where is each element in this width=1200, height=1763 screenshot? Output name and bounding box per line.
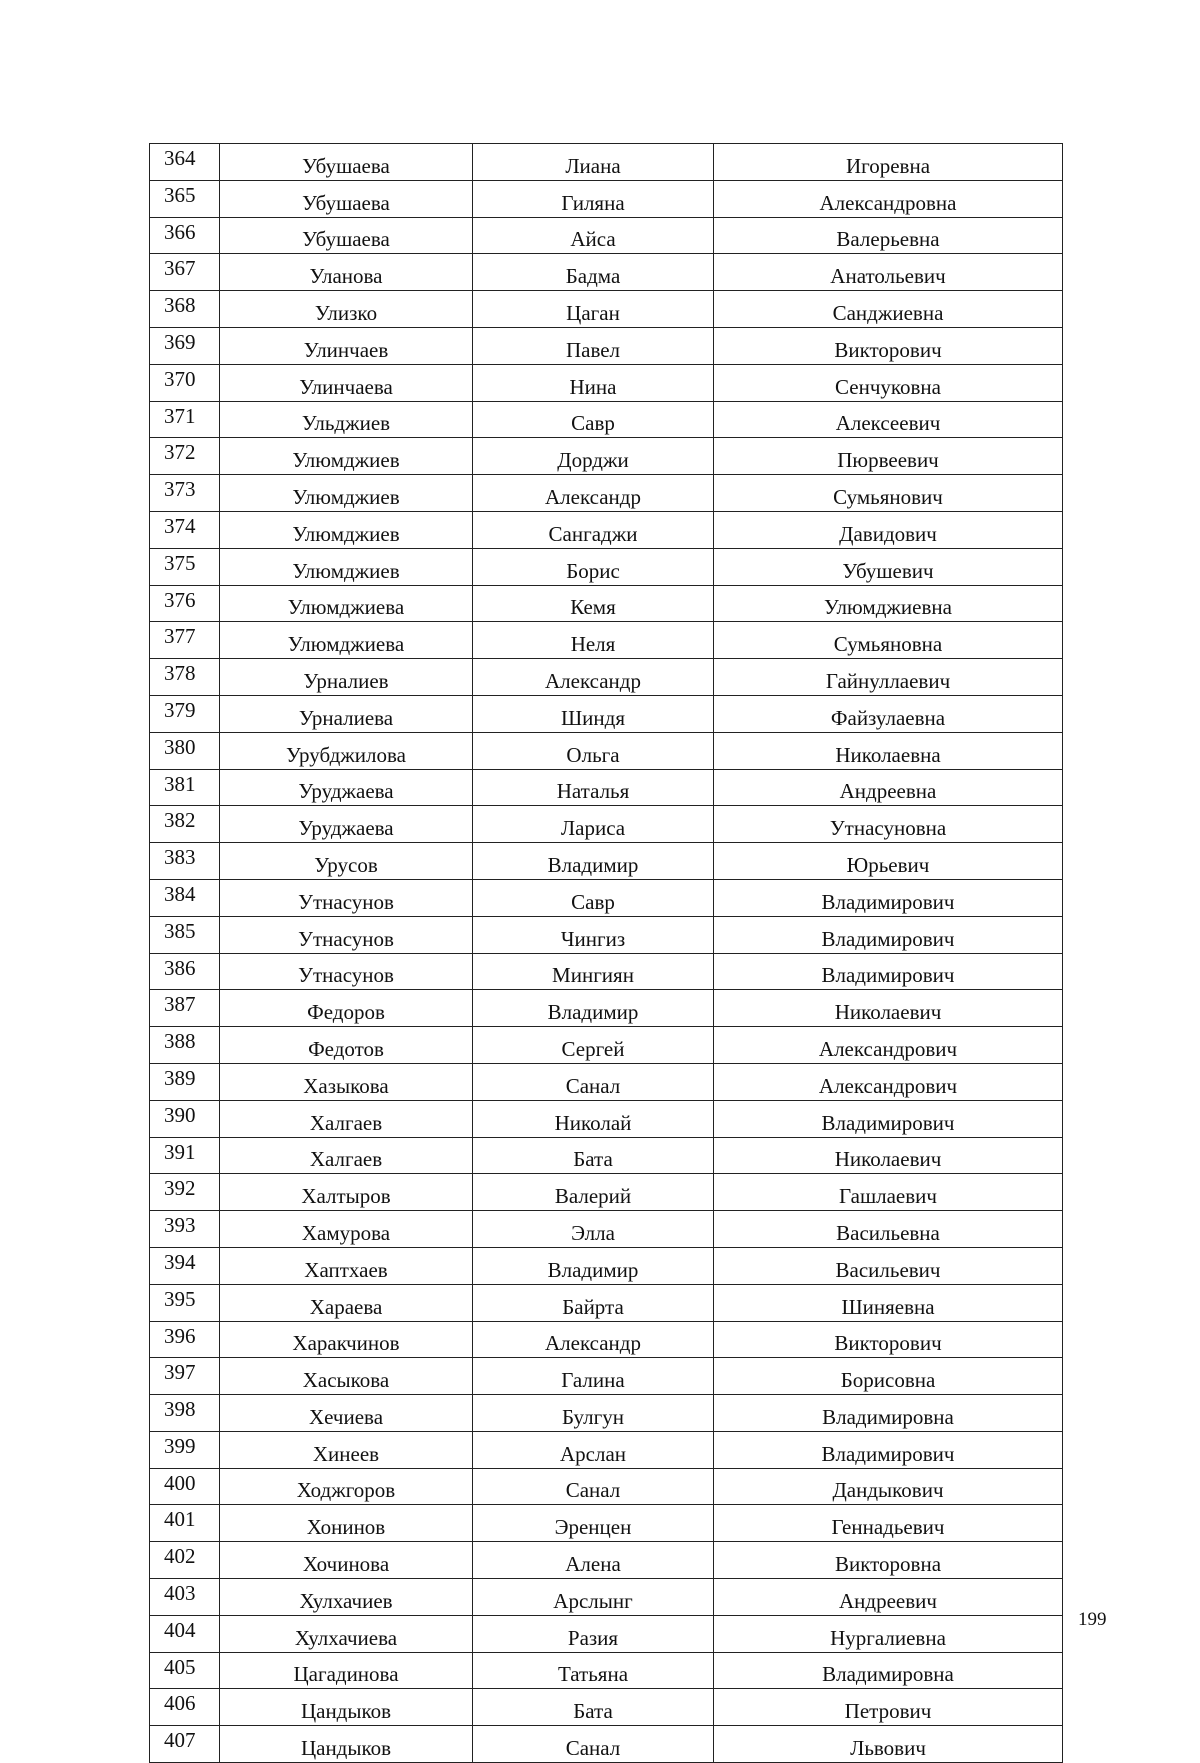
- first-name-cell: Арслан: [473, 1431, 714, 1468]
- table-row: [150, 1247, 1063, 1284]
- first-name-cell: Айса: [473, 217, 714, 254]
- table-row: [150, 1063, 1063, 1100]
- patronymic-cell: Пюрвеевич: [714, 438, 1063, 475]
- first-name-cell: Бата: [473, 1689, 714, 1726]
- last-name-cell: Урубджилова: [220, 732, 473, 769]
- last-name-cell: Халтыров: [220, 1174, 473, 1211]
- last-name-cell: Халгаев: [220, 1100, 473, 1137]
- row-number-cell: 391: [150, 1137, 220, 1174]
- table-row: [150, 1652, 1063, 1689]
- table-row: [150, 1174, 1063, 1211]
- row-number-cell: 382: [150, 806, 220, 843]
- row-number-cell: 396: [150, 1321, 220, 1358]
- first-name-cell: Владимир: [473, 990, 714, 1027]
- last-name-cell: Хонинов: [220, 1505, 473, 1542]
- row-number-cell: 402: [150, 1542, 220, 1579]
- last-name-cell: Улюмджиев: [220, 438, 473, 475]
- last-name-cell: Хинеев: [220, 1431, 473, 1468]
- first-name-cell: Валерий: [473, 1174, 714, 1211]
- row-number-cell: 404: [150, 1615, 220, 1652]
- patronymic-cell: Утнасуновна: [714, 806, 1063, 843]
- first-name-cell: Лариса: [473, 806, 714, 843]
- row-number-cell: 406: [150, 1689, 220, 1726]
- table-row: [150, 732, 1063, 769]
- table-row: [150, 806, 1063, 843]
- patronymic-cell: Убушевич: [714, 548, 1063, 585]
- patronymic-cell: Васильевна: [714, 1211, 1063, 1248]
- last-name-cell: Улизко: [220, 291, 473, 328]
- row-number-cell: 387: [150, 990, 220, 1027]
- patronymic-cell: Александровна: [714, 180, 1063, 217]
- last-name-cell: Хечиева: [220, 1395, 473, 1432]
- row-number-cell: 378: [150, 659, 220, 696]
- first-name-cell: Дорджи: [473, 438, 714, 475]
- patronymic-cell: Сенчуковна: [714, 364, 1063, 401]
- row-number-cell: 383: [150, 843, 220, 880]
- last-name-cell: Убушаева: [220, 180, 473, 217]
- last-name-cell: Харакчинов: [220, 1321, 473, 1358]
- patronymic-cell: Николаевич: [714, 1137, 1063, 1174]
- patronymic-cell: Александрович: [714, 1027, 1063, 1064]
- row-number-cell: 395: [150, 1284, 220, 1321]
- last-name-cell: Хулхачиев: [220, 1579, 473, 1616]
- row-number-cell: 390: [150, 1100, 220, 1137]
- patronymic-cell: Александрович: [714, 1063, 1063, 1100]
- last-name-cell: Хасыкова: [220, 1358, 473, 1395]
- table-row: [150, 548, 1063, 585]
- patronymic-cell: Геннадьевич: [714, 1505, 1063, 1542]
- first-name-cell: Арслынг: [473, 1579, 714, 1616]
- row-number-cell: 374: [150, 511, 220, 548]
- row-number-cell: 386: [150, 953, 220, 990]
- first-name-cell: Цаган: [473, 291, 714, 328]
- row-number-cell: 393: [150, 1211, 220, 1248]
- patronymic-cell: Сумьяновна: [714, 622, 1063, 659]
- table-row: [150, 1542, 1063, 1579]
- patronymic-cell: Улюмджиевна: [714, 585, 1063, 622]
- row-number-cell: 369: [150, 327, 220, 364]
- patronymic-cell: Алексеевич: [714, 401, 1063, 438]
- patronymic-cell: Владимировна: [714, 1395, 1063, 1432]
- table-row: [150, 1468, 1063, 1505]
- first-name-cell: Татьяна: [473, 1652, 714, 1689]
- first-name-cell: Савр: [473, 401, 714, 438]
- row-number-cell: 384: [150, 879, 220, 916]
- last-name-cell: Утнасунов: [220, 953, 473, 990]
- table-row: [150, 695, 1063, 732]
- table-row: [150, 1505, 1063, 1542]
- last-name-cell: Улинчаева: [220, 364, 473, 401]
- patronymic-cell: Анатольевич: [714, 254, 1063, 291]
- patronymic-cell: Владимирович: [714, 916, 1063, 953]
- patronymic-cell: Львович: [714, 1726, 1063, 1763]
- row-number-cell: 399: [150, 1431, 220, 1468]
- row-number-cell: 371: [150, 401, 220, 438]
- last-name-cell: Убушаева: [220, 144, 473, 181]
- last-name-cell: Хулхачиева: [220, 1615, 473, 1652]
- last-name-cell: Утнасунов: [220, 916, 473, 953]
- table-row: [150, 291, 1063, 328]
- table-row: [150, 475, 1063, 512]
- table-row: [150, 1284, 1063, 1321]
- row-number-cell: 365: [150, 180, 220, 217]
- last-name-cell: Хамурова: [220, 1211, 473, 1248]
- table-row: [150, 1726, 1063, 1763]
- patronymic-cell: Владимирович: [714, 879, 1063, 916]
- last-name-cell: Хараева: [220, 1284, 473, 1321]
- row-number-cell: 401: [150, 1505, 220, 1542]
- patronymic-cell: Нургалиевна: [714, 1615, 1063, 1652]
- row-number-cell: 379: [150, 695, 220, 732]
- table-row: [150, 1137, 1063, 1174]
- first-name-cell: Борис: [473, 548, 714, 585]
- row-number-cell: 389: [150, 1063, 220, 1100]
- row-number-cell: 373: [150, 475, 220, 512]
- table-row: [150, 1615, 1063, 1652]
- patronymic-cell: Гайнуллаевич: [714, 659, 1063, 696]
- table-row: [150, 879, 1063, 916]
- first-name-cell: Нина: [473, 364, 714, 401]
- row-number-cell: 376: [150, 585, 220, 622]
- row-number-cell: 403: [150, 1579, 220, 1616]
- first-name-cell: Неля: [473, 622, 714, 659]
- table-row: [150, 1027, 1063, 1064]
- row-number-cell: 368: [150, 291, 220, 328]
- patronymic-cell: Викторовна: [714, 1542, 1063, 1579]
- first-name-cell: Александр: [473, 659, 714, 696]
- table-row: [150, 1579, 1063, 1616]
- first-name-cell: Сергей: [473, 1027, 714, 1064]
- table-body: [150, 144, 1063, 1763]
- last-name-cell: Хаптхаев: [220, 1247, 473, 1284]
- table-row: [150, 180, 1063, 217]
- last-name-cell: Урналиев: [220, 659, 473, 696]
- patronymic-cell: Викторович: [714, 327, 1063, 364]
- first-name-cell: Лиана: [473, 144, 714, 181]
- last-name-cell: Улюмджиев: [220, 475, 473, 512]
- table-row: [150, 843, 1063, 880]
- first-name-cell: Гиляна: [473, 180, 714, 217]
- first-name-cell: Элла: [473, 1211, 714, 1248]
- page-number: 199: [1078, 1609, 1107, 1630]
- row-number-cell: 381: [150, 769, 220, 806]
- patronymic-cell: Игоревна: [714, 144, 1063, 181]
- first-name-cell: Булгун: [473, 1395, 714, 1432]
- table-row: [150, 511, 1063, 548]
- last-name-cell: Улинчаев: [220, 327, 473, 364]
- patronymic-cell: Васильевич: [714, 1247, 1063, 1284]
- last-name-cell: Ульджиев: [220, 401, 473, 438]
- last-name-cell: Убушаева: [220, 217, 473, 254]
- first-name-cell: Савр: [473, 879, 714, 916]
- patronymic-cell: Николаевич: [714, 990, 1063, 1027]
- patronymic-cell: Санджиевна: [714, 291, 1063, 328]
- first-name-cell: Шиндя: [473, 695, 714, 732]
- row-number-cell: 392: [150, 1174, 220, 1211]
- row-number-cell: 367: [150, 254, 220, 291]
- patronymic-cell: Владимирович: [714, 1100, 1063, 1137]
- row-number-cell: 375: [150, 548, 220, 585]
- patronymic-cell: Владимирович: [714, 953, 1063, 990]
- first-name-cell: Бата: [473, 1137, 714, 1174]
- row-number-cell: 388: [150, 1027, 220, 1064]
- row-number-cell: 364: [150, 144, 220, 181]
- first-name-cell: Владимир: [473, 1247, 714, 1284]
- first-name-cell: Кемя: [473, 585, 714, 622]
- last-name-cell: Улюмджиев: [220, 511, 473, 548]
- patronymic-cell: Гашлаевич: [714, 1174, 1063, 1211]
- first-name-cell: Александр: [473, 1321, 714, 1358]
- patronymic-cell: Николаевна: [714, 732, 1063, 769]
- last-name-cell: Хазыкова: [220, 1063, 473, 1100]
- first-name-cell: Санал: [473, 1063, 714, 1100]
- table-row: [150, 1395, 1063, 1432]
- first-name-cell: Галина: [473, 1358, 714, 1395]
- last-name-cell: Халгаев: [220, 1137, 473, 1174]
- first-name-cell: Николай: [473, 1100, 714, 1137]
- patronymic-cell: Сумьянович: [714, 475, 1063, 512]
- last-name-cell: Цандыков: [220, 1726, 473, 1763]
- first-name-cell: Бадма: [473, 254, 714, 291]
- last-name-cell: Уланова: [220, 254, 473, 291]
- first-name-cell: Чингиз: [473, 916, 714, 953]
- table-row: [150, 916, 1063, 953]
- first-name-cell: Санал: [473, 1468, 714, 1505]
- row-number-cell: 398: [150, 1395, 220, 1432]
- table-row: [150, 401, 1063, 438]
- table-row: [150, 1211, 1063, 1248]
- last-name-cell: Федоров: [220, 990, 473, 1027]
- last-name-cell: Улюмджиев: [220, 548, 473, 585]
- table-row: [150, 144, 1063, 181]
- last-name-cell: Хочинова: [220, 1542, 473, 1579]
- patronymic-cell: Владимировна: [714, 1652, 1063, 1689]
- table-row: [150, 990, 1063, 1027]
- last-name-cell: Урусов: [220, 843, 473, 880]
- last-name-cell: Цандыков: [220, 1689, 473, 1726]
- last-name-cell: Уруджаева: [220, 806, 473, 843]
- table-row: [150, 254, 1063, 291]
- name-list-table: [149, 143, 1063, 1763]
- patronymic-cell: Дандыкович: [714, 1468, 1063, 1505]
- table-row: [150, 622, 1063, 659]
- last-name-cell: Улюмджиева: [220, 622, 473, 659]
- first-name-cell: Сангаджи: [473, 511, 714, 548]
- patronymic-cell: Андреевич: [714, 1579, 1063, 1616]
- table-row: [150, 1321, 1063, 1358]
- table-row: [150, 1358, 1063, 1395]
- patronymic-cell: Петрович: [714, 1689, 1063, 1726]
- patronymic-cell: Владимирович: [714, 1431, 1063, 1468]
- row-number-cell: 400: [150, 1468, 220, 1505]
- patronymic-cell: Шиняевна: [714, 1284, 1063, 1321]
- last-name-cell: Улюмджиева: [220, 585, 473, 622]
- row-number-cell: 405: [150, 1652, 220, 1689]
- patronymic-cell: Андреевна: [714, 769, 1063, 806]
- table-row: [150, 1431, 1063, 1468]
- table-row: [150, 364, 1063, 401]
- row-number-cell: 370: [150, 364, 220, 401]
- table-row: [150, 327, 1063, 364]
- first-name-cell: Ольга: [473, 732, 714, 769]
- patronymic-cell: Борисовна: [714, 1358, 1063, 1395]
- last-name-cell: Ходжгоров: [220, 1468, 473, 1505]
- row-number-cell: 407: [150, 1726, 220, 1763]
- row-number-cell: 385: [150, 916, 220, 953]
- last-name-cell: Утнасунов: [220, 879, 473, 916]
- row-number-cell: 372: [150, 438, 220, 475]
- row-number-cell: 397: [150, 1358, 220, 1395]
- patronymic-cell: Файзулаевна: [714, 695, 1063, 732]
- row-number-cell: 394: [150, 1247, 220, 1284]
- last-name-cell: Урналиева: [220, 695, 473, 732]
- first-name-cell: Павел: [473, 327, 714, 364]
- patronymic-cell: Валерьевна: [714, 217, 1063, 254]
- first-name-cell: Наталья: [473, 769, 714, 806]
- first-name-cell: Санал: [473, 1726, 714, 1763]
- first-name-cell: Мингиян: [473, 953, 714, 990]
- table-row: [150, 1100, 1063, 1137]
- row-number-cell: 366: [150, 217, 220, 254]
- last-name-cell: Уруджаева: [220, 769, 473, 806]
- row-number-cell: 380: [150, 732, 220, 769]
- first-name-cell: Алена: [473, 1542, 714, 1579]
- patronymic-cell: Юрьевич: [714, 843, 1063, 880]
- patronymic-cell: Давидович: [714, 511, 1063, 548]
- first-name-cell: Александр: [473, 475, 714, 512]
- first-name-cell: Разия: [473, 1615, 714, 1652]
- last-name-cell: Федотов: [220, 1027, 473, 1064]
- table-row: [150, 953, 1063, 990]
- first-name-cell: Владимир: [473, 843, 714, 880]
- first-name-cell: Эренцен: [473, 1505, 714, 1542]
- table-row: [150, 659, 1063, 696]
- first-name-cell: Байрта: [473, 1284, 714, 1321]
- last-name-cell: Цагадинова: [220, 1652, 473, 1689]
- table-row: [150, 1689, 1063, 1726]
- table-row: [150, 585, 1063, 622]
- table-row: [150, 438, 1063, 475]
- patronymic-cell: Викторович: [714, 1321, 1063, 1358]
- row-number-cell: 377: [150, 622, 220, 659]
- table-row: [150, 769, 1063, 806]
- table-row: [150, 217, 1063, 254]
